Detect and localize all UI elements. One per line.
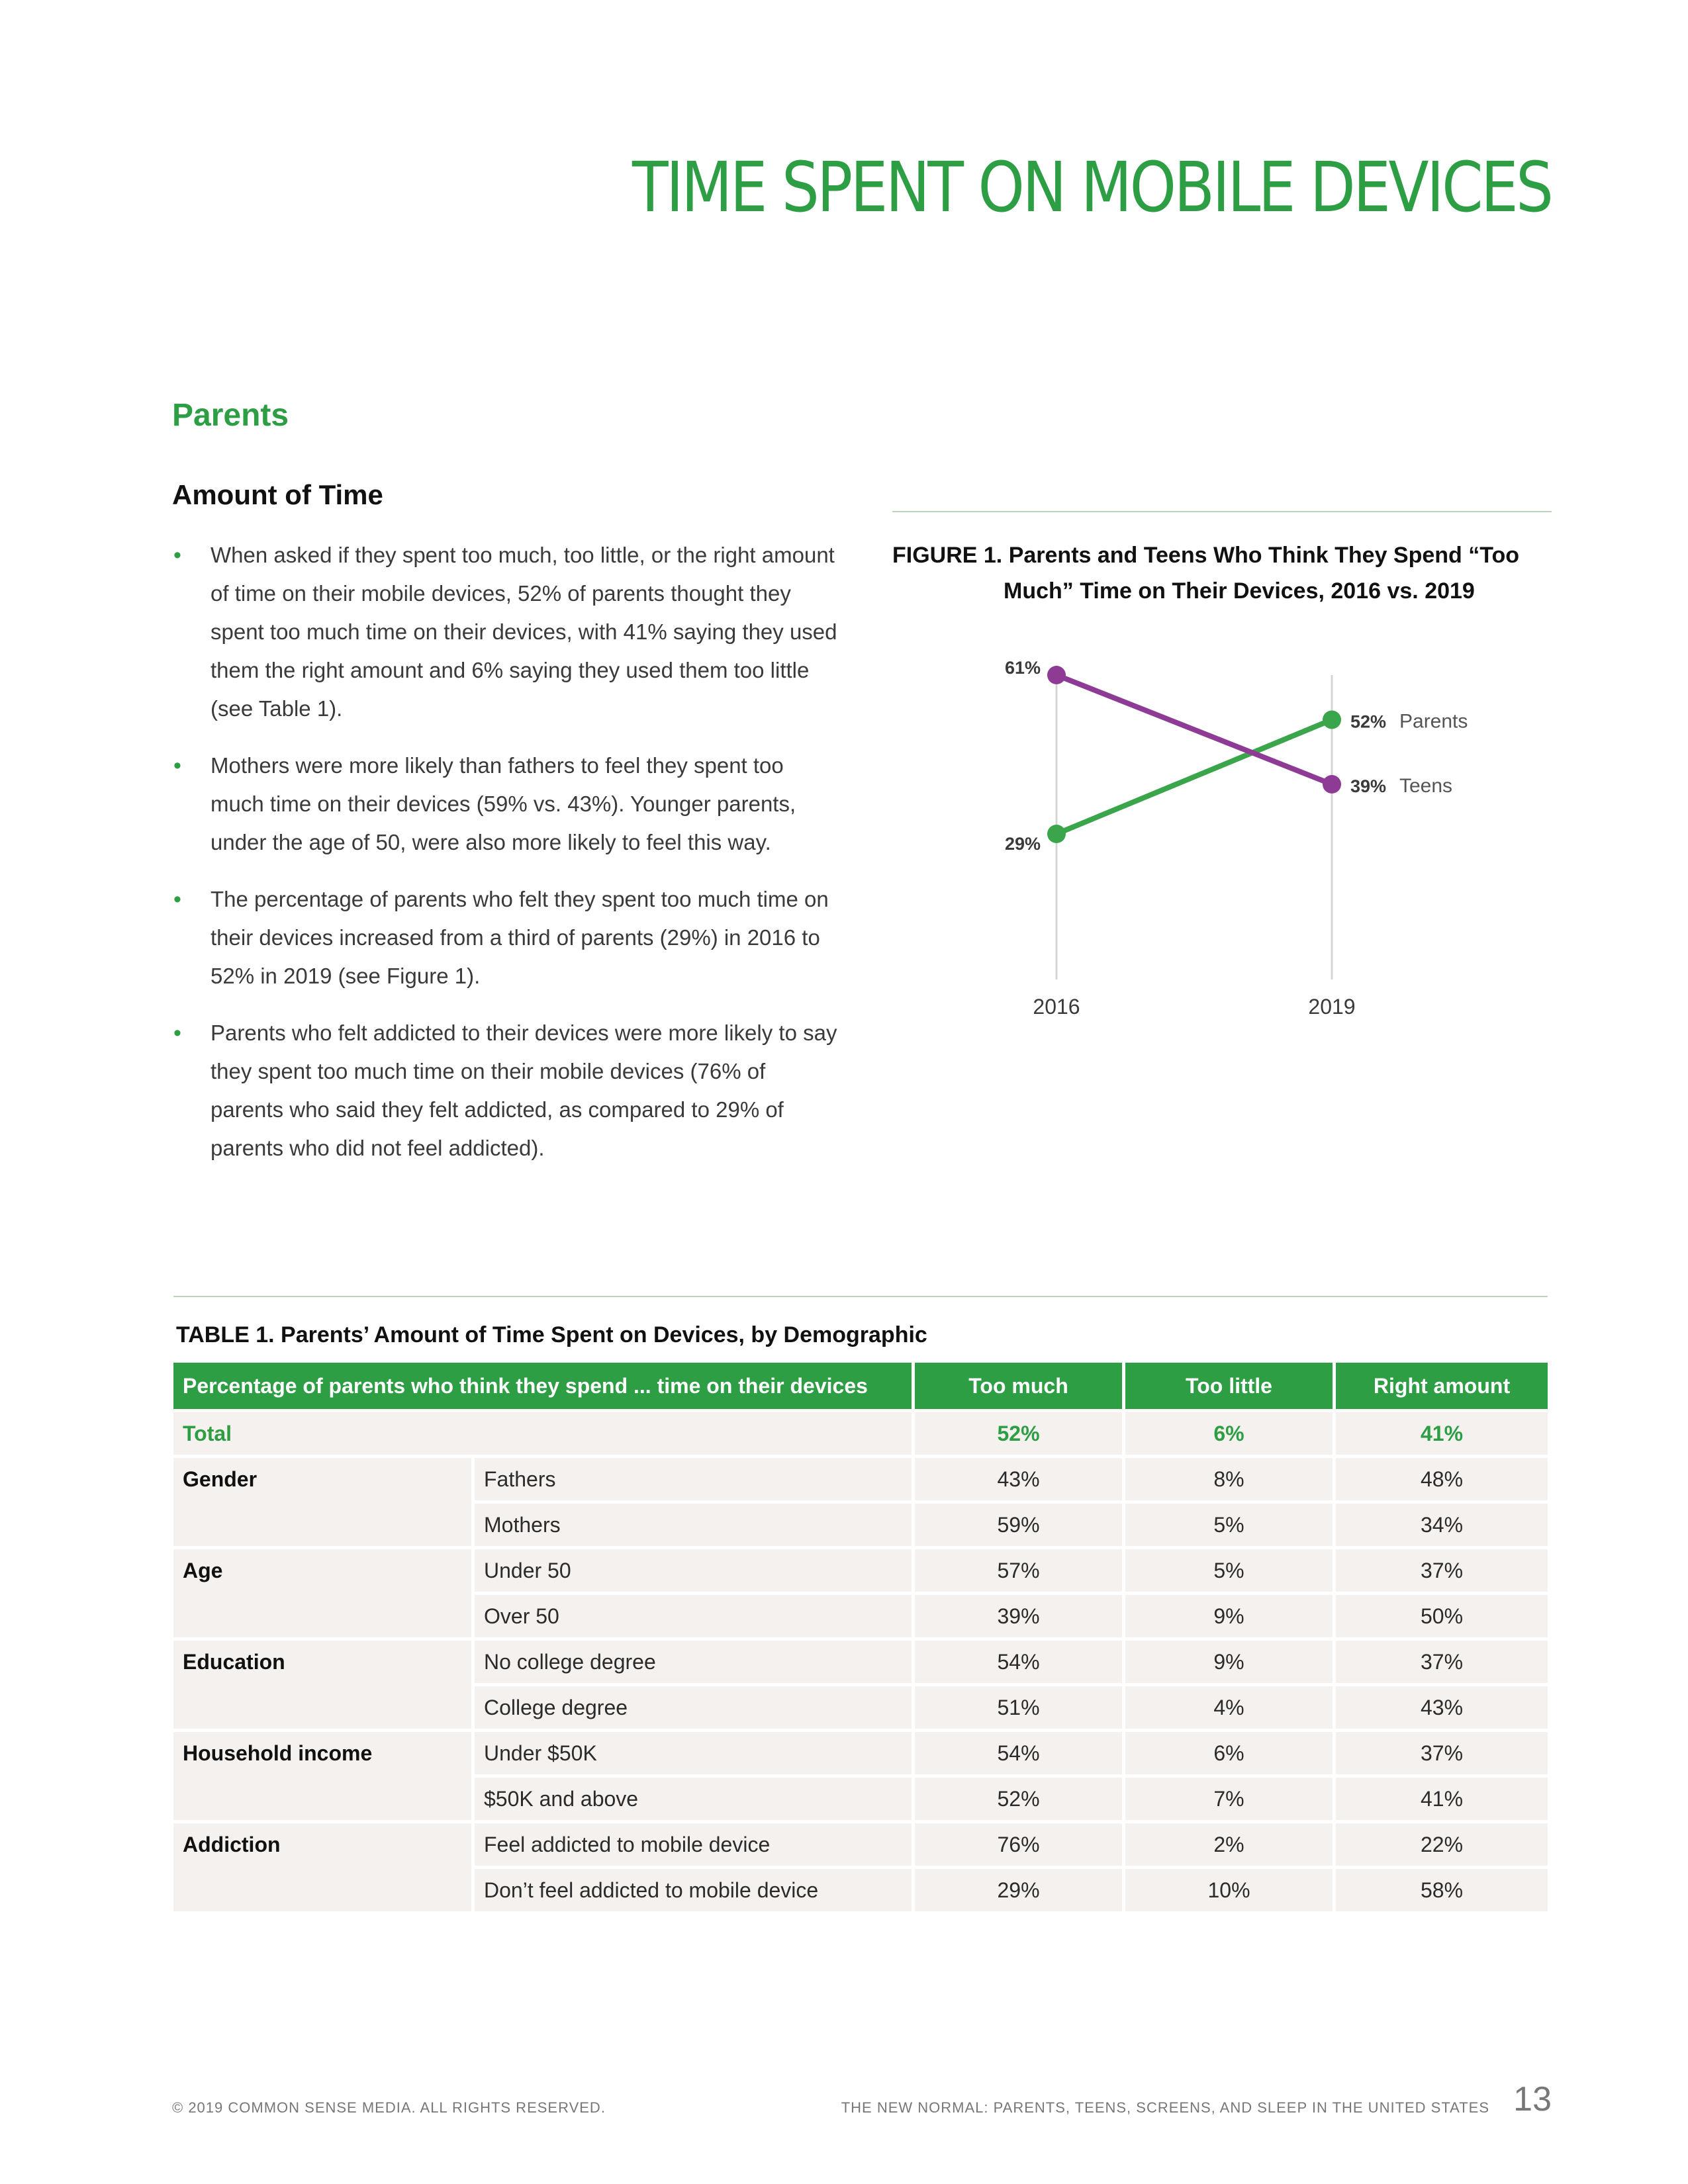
data-label: 52% [1350,711,1387,732]
cell-too-much: 59% [915,1504,1122,1546]
series-line-teens [1056,675,1332,784]
cell-too-little: 4% [1125,1686,1333,1729]
footer-report-title: THE NEW NORMAL: PARENTS, TEENS, SCREENS, AND SLEEP IN THE UNITED STATES [841,2099,1489,2116]
x-tick-label: 2016 [1033,995,1080,1019]
row-category: Gender [173,1458,471,1546]
bullet-icon: • [173,887,181,912]
cell-too-little: 6% [1125,1732,1333,1774]
table-row [173,1823,1548,1866]
row-label: Over 50 [475,1595,912,1637]
header-too-little: Too little [1125,1363,1333,1409]
footer-copyright: © 2019 COMMON SENSE MEDIA. ALL RIGHTS RESERVED. [172,2099,606,2116]
bullet-item [172,747,841,862]
cell-too-much: 29% [915,1869,1122,1911]
cell-too-little: 8% [1125,1458,1333,1500]
data-point-teens [1047,666,1066,684]
cell-too-much: 39% [915,1595,1122,1637]
bullet-item [172,1014,841,1167]
row-label: No college degree [475,1641,912,1683]
table-header-row [173,1363,1548,1409]
row-label: Feel addicted to mobile device [475,1823,912,1866]
cell-too-much: 76% [915,1823,1122,1866]
total-label: Total [173,1412,912,1455]
table-row-total [173,1412,1548,1455]
line-chart [892,635,1552,1032]
subsection-heading: Amount of Time [172,479,383,510]
bullet-list [172,536,841,1186]
demographic-table [170,1359,1551,1915]
row-category: Age [173,1549,471,1637]
x-tick-label: 2019 [1308,995,1356,1019]
cell-right-amount: 43% [1336,1686,1548,1729]
row-category: Addiction [173,1823,471,1911]
row-label: Under $50K [475,1732,912,1774]
bullet-icon: • [173,543,181,568]
data-label: 39% [1350,776,1387,796]
cell-too-little: 5% [1125,1504,1333,1546]
total-too-little: 6% [1125,1412,1333,1455]
section-heading: Parents [172,398,289,433]
bullet-icon: • [173,1021,181,1046]
header-too-much: Too much [915,1363,1122,1409]
row-label: Don’t feel addicted to mobile device [475,1869,912,1911]
cell-too-little: 9% [1125,1641,1333,1683]
bullet-item [172,536,841,728]
cell-right-amount: 41% [1336,1778,1548,1820]
cell-too-little: 2% [1125,1823,1333,1866]
header-right-amount: Right amount [1336,1363,1548,1409]
bullet-item [172,880,841,995]
cell-too-much: 52% [915,1778,1122,1820]
cell-too-little: 5% [1125,1549,1333,1592]
table-row [173,1458,1548,1500]
data-point-teens [1323,775,1341,794]
bullet-text: The percentage of parents who felt they spent too much time on their devices increased from a third of parents (29%) in 2016 to 52% in 2019 (see Figure 1). [211,887,829,988]
row-label: Mothers [475,1504,912,1546]
cell-right-amount: 37% [1336,1641,1548,1683]
cell-right-amount: 58% [1336,1869,1548,1911]
figure-divider [892,511,1552,512]
cell-too-little: 9% [1125,1595,1333,1637]
data-label: 29% [1004,834,1041,854]
cell-right-amount: 37% [1336,1549,1548,1592]
total-right-amount: 41% [1336,1412,1548,1455]
series-line-parents [1056,720,1332,835]
total-too-much: 52% [915,1412,1122,1455]
header-description: Percentage of parents who think they spend ... time on their devices [173,1363,912,1409]
bullet-icon: • [173,753,181,778]
cell-too-little: 10% [1125,1869,1333,1911]
data-point-parents [1323,711,1341,729]
table-row [173,1549,1548,1592]
series-name-label: Parents [1399,710,1468,733]
data-point-parents [1047,825,1066,843]
figure-caption [892,537,1552,609]
bullet-text: Mothers were more likely than fathers to feel they spent too much time on their devices (59% vs. 43%). Younger parents, under the age of 50, were also more likely to feel this way. [211,753,796,854]
row-label: $50K and above [475,1778,912,1820]
bullet-text: When asked if they spent too much, too little, or the right amount of time on their mobile devices, 52% of parents thought they spent too much time on their devices, with 41% saying they used them the right amount and 6% saying they used them too little (see Table 1). [211,543,837,721]
row-label: Fathers [475,1458,912,1500]
table-divider [173,1296,1548,1297]
cell-too-much: 43% [915,1458,1122,1500]
bullet-text: Parents who felt addicted to their devices were more likely to say they spent too much time on their mobile devices (76% of parents who said they felt addicted, as compared to 29% of parents who did not feel addicted). [211,1021,837,1160]
data-label: 61% [1004,658,1041,678]
figure-caption-line-2: Much” Time on Their Devices, 2016 vs. 2019 [1004,578,1475,604]
cell-right-amount: 48% [1336,1458,1548,1500]
page-number: 13 [1513,2080,1552,2118]
cell-right-amount: 22% [1336,1823,1548,1866]
figure-caption-line-1: FIGURE 1. Parents and Teens Who Think They Spend “Too [892,543,1520,568]
series-name-label: Teens [1399,775,1453,797]
cell-right-amount: 50% [1336,1595,1548,1637]
cell-too-much: 57% [915,1549,1122,1592]
table-row [173,1641,1548,1683]
row-label: College degree [475,1686,912,1729]
cell-right-amount: 34% [1336,1504,1548,1546]
cell-too-much: 54% [915,1641,1122,1683]
cell-too-little: 7% [1125,1778,1333,1820]
table-caption: TABLE 1. Parents’ Amount of Time Spent on Devices, by Demographic [176,1322,927,1347]
page-title: TIME SPENT ON MOBILE DEVICES [632,147,1552,228]
cell-too-much: 54% [915,1732,1122,1774]
row-label: Under 50 [475,1549,912,1592]
cell-right-amount: 37% [1336,1732,1548,1774]
cell-too-much: 51% [915,1686,1122,1729]
row-category: Household income [173,1732,471,1820]
table-row [173,1732,1548,1774]
table-body [173,1412,1548,1911]
row-category: Education [173,1641,471,1729]
